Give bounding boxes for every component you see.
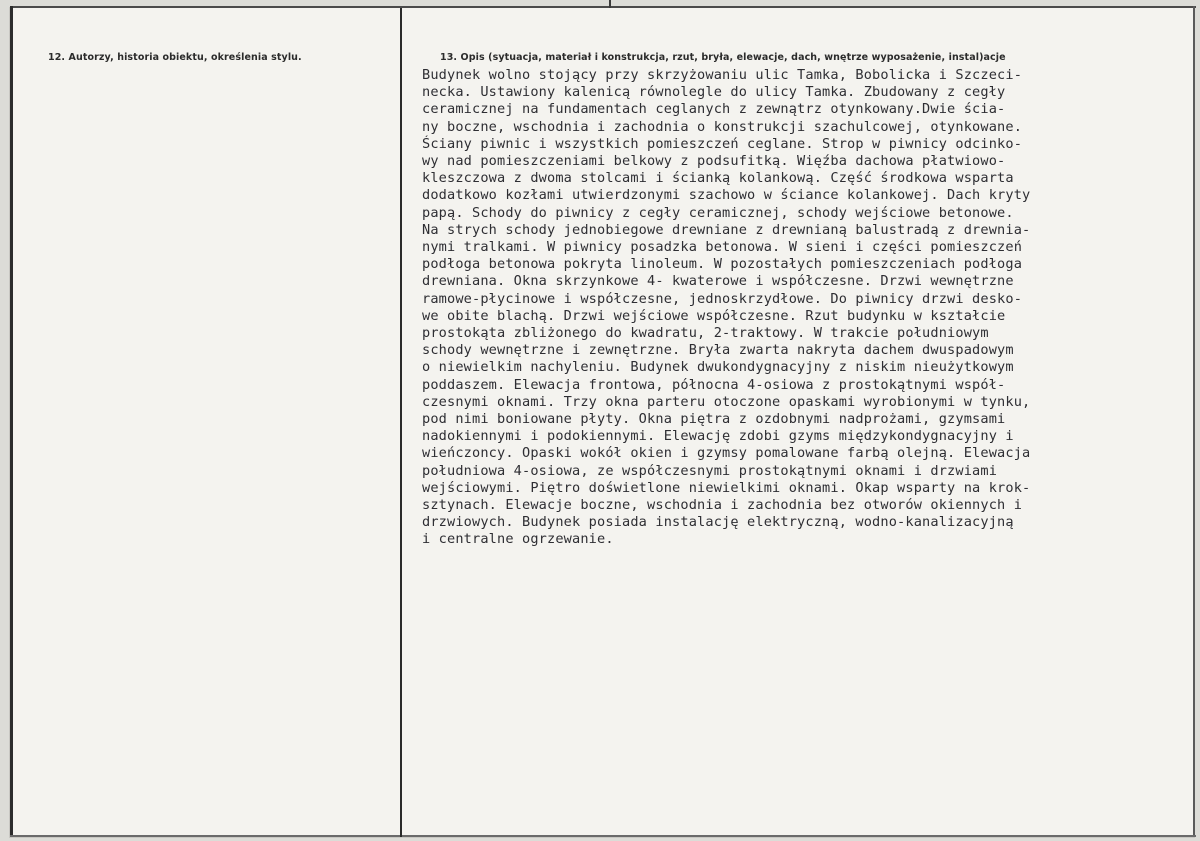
description-line: schody wewnętrzne i zewnętrzne. Bryła zwarta nakryta dachem dwuspadowym [422,342,1014,359]
description-line: nymi tralkami. W piwnicy posadzka betonowa. W sieni i części pomieszczeń [422,239,1023,256]
description-line: we obite blachą. Drzwi wejściowe współczesne. Rzut budynku w kształcie [422,307,1006,324]
sheet-border-top [10,6,1196,8]
section-13-header: 13. Opis (sytuacja, materiał i konstrukcja, rzut, bryła, elewacje, dach, wnętrze wyposażenie, instal)acje [440,52,1006,63]
description-line: drewniana. Okna skrzynkowe 4- kwaterowe i współczesne. Drzwi wewnętrzne [422,273,1014,290]
description-line: Budynek wolno stojący przy skrzyżowaniu ulic Tamka, Bobolicka i Szczeci- [422,67,1023,83]
description-line: wieńczoncy. Opaski wokół okien i gzymsy pomalowane farbą olejną. Elewacja [422,445,1031,462]
description-line: prostokąta zbliżonego do kwadratu, 2-traktowy. W trakcie południowym [422,325,989,342]
description-line: podłoga betonowa pokryta linoleum. W pozostałych pomieszczeniach podłoga [422,256,1023,273]
building-description-text [422,67,1162,549]
description-line: poddaszem. Elewacja frontowa, północna 4-osiowa z prostokątnymi współ- [422,376,1006,393]
description-line: o niewielkim nachyleniu. Budynek dwukondygnacyjny z niskim nieużytkowym [422,359,1014,376]
section-12-header: 12. Autorzy, historia obiektu, określenia stylu. [48,52,302,63]
sheet-border-bottom [10,835,1196,837]
description-line: ramowe-płycinowe i współczesne, jednoskrzydłowe. Do piwnicy drzwi desko- [422,290,1023,307]
fold-tick-mark [609,0,611,8]
description-line: necka. Ustawiony kalenicą równolegle do ulicy Tamka. Zbudowany z cegły [422,84,1006,101]
description-line: ny boczne, wschodnia i zachodnia o konstrukcji szachulcowej, otynkowane. [422,118,1023,135]
description-line: południowa 4-osiowa, ze współczesnymi prostokątnymi oknami i drzwiami [422,462,998,479]
description-line: czesnymi oknami. Trzy okna parteru otoczone opaskami wyrobionymi w tynku, [422,393,1031,410]
description-line: wy nad pomieszczeniami belkowy z podsufitką. Więźba dachowa płatwiowo- [422,153,1006,170]
description-line: ceramicznej na fundamentach ceglanych z zewnątrz otynkowany.Dwie ścia- [422,101,1006,118]
description-line: drzwiowych. Budynek posiada instalację elektryczną, wodno-kanalizacyjną [422,514,1014,531]
description-line: pod nimi boniowane płyty. Okna piętra z ozdobnymi nadprożami, gzymsami [422,411,1006,428]
description-line: Na strych schody jednobiegowe drewniane z drewnianą balustradą z drewnia- [422,221,1031,238]
sheet-border-left [10,6,13,837]
description-line: kleszczowa z dwoma stolcami i ścianką kolankową. Część środkowa wsparta [422,170,1014,187]
description-line: Ściany piwnic i wszystkich pomieszczeń ceglane. Strop w piwnicy odcinko- [422,135,1023,152]
column-divider [400,8,402,837]
description-line: nadokiennymi i podokiennymi. Elewację zdobi gzyms międzykondygnacyjny i [422,428,1014,445]
description-line: papą. Schody do piwnicy z cegły ceramicznej, schody wejściowe betonowe. [422,204,1014,221]
description-line: i centralne ogrzewanie. [422,531,614,548]
description-line: dodatkowo kozłami utwierdzonymi szachowo w ściance kolankowej. Dach kryty [422,187,1031,204]
sheet-border-right [1193,6,1195,837]
description-line: sztynach. Elewacje boczne, wschodnia i zachodnia bez otworów okiennych i [422,497,1023,514]
description-line: wejściowymi. Piętro doświetlone niewielkimi oknami. Okap wsparty na krok- [422,479,1031,496]
